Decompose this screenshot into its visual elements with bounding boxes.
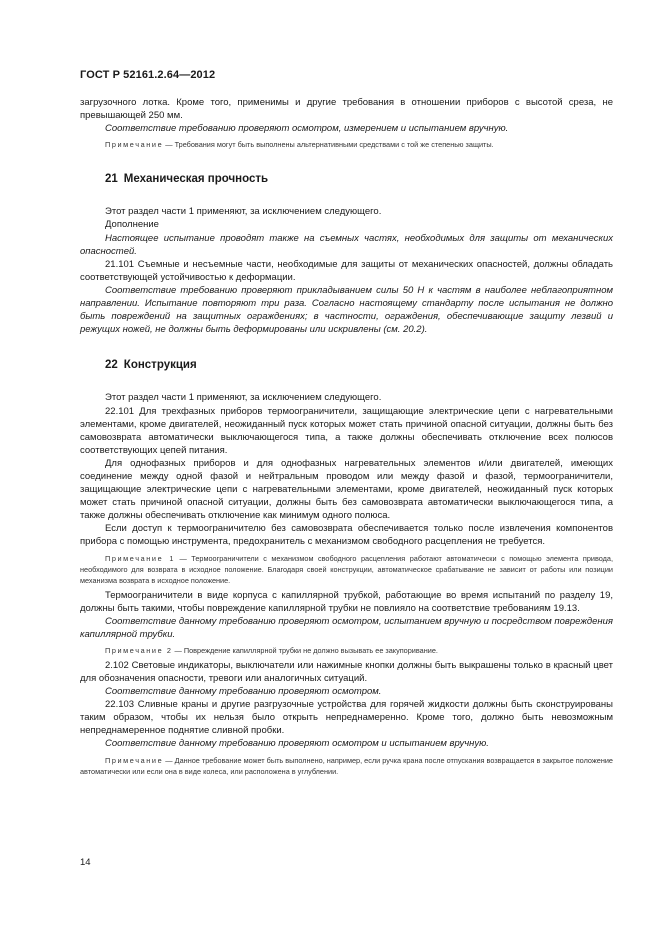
clause-22-103: 22.103 Сливные краны и другие разгрузочные устройства для горячей жидкости должны быть сконструированы таким образом, чтобы их нельзя было открыть непреднамеренно. Кроме того, должно быть невозможным непреднамеренное поднятие сливной пробки. — [80, 699, 613, 737]
clause-22-101: 22.101 Для трехфазных приборов термоограничители, защищающие электрические цепи с нагревательными элементами, кроме двигателей, неожиданный пуск которых может стать причиной опасной ситуации, должны быть без самовозврата автоматически выключающегося типа, а также должны обеспечивать отключение всех полюсов соответствующих цепей питания. — [80, 405, 613, 456]
note-label: Примечание 1 — [105, 553, 175, 563]
paragraph: Настоящее испытание проводят также на съемных частях, необходимых для защиты от механических опасностей. — [80, 232, 613, 257]
clause-22-102: 2.102 Световые индикаторы, выключатели или нажимные кнопки должны быть выкрашены только в красный цвет для обозначения опасности, тревоги или аналогичных ситуаций. — [80, 659, 613, 684]
note-text: — Повреждение капиллярной трубки не должно вызывать ее закупоривание. — [172, 645, 438, 655]
paragraph: загрузочного лотка. Кроме того, применимы и другие требования в отношении приборов с высотой среза, не превышающей 250 мм. — [80, 97, 613, 122]
paragraph: Дополнение — [105, 219, 159, 231]
note — [80, 139, 613, 150]
compliance-paragraph: Соответствие данному требованию проверяют осмотром и испытанием вручную. — [105, 738, 489, 750]
note-label: Примечание — [105, 140, 164, 150]
section-heading-21 — [105, 173, 613, 186]
paragraph: Если доступ к термоограничителю без самовозврата обеспечивается только после извлечения компонентов прибора с помощью инструмента, предохранитель с механизмом свободного расцепления не требуется. — [80, 523, 613, 548]
note-3 — [80, 755, 613, 777]
section-title: Механическая прочность — [123, 173, 269, 186]
page-number: 14 — [80, 857, 91, 868]
compliance-paragraph: Соответствие требованию проверяют осмотром, измерением и испытанием вручную. — [105, 123, 509, 135]
paragraph: Этот раздел части 1 применяют, за исключением следующего. — [105, 206, 382, 218]
compliance-paragraph: Соответствие данному требованию проверяют осмотром, испытанием вручную и посредством повреждения капиллярной трубки. — [80, 615, 613, 640]
note-2 — [80, 645, 613, 656]
section-title: Конструкция — [123, 359, 197, 372]
section-heading-22 — [105, 359, 613, 372]
note-text: — Требования могут быть выполнены альтернативными средствами с той же степенью защиты. — [163, 140, 494, 150]
page-content — [80, 96, 613, 780]
note-text: — Термоограничители с механизмом свободного расцепления работают автоматически с помощью элемента привода, необходимого для возврата в исходное положение. Благодаря своей конструкции, автоматическое срабатывание не зависит от работы или позиции механизма возврата в исходное положение. — [80, 553, 613, 585]
section-number: 22 — [105, 359, 118, 372]
clause-21-101: 21.101 Съемные и несъемные части, необходимые для защиты от механических опасностей, должны обладать соответствующей устойчивостью к деформации. — [80, 258, 613, 283]
paragraph: Термоограничители в виде корпуса с капиллярной трубкой, работающие во время испытаний по разделу 19, должны быть такими, чтобы повреждение капиллярной трубки не повлияло на соответствие требованиям 19.13. — [80, 589, 613, 614]
section-number: 21 — [105, 173, 118, 186]
note-1 — [80, 553, 613, 586]
note-text: — Данное требование может быть выполнено, например, если ручка крана после отпускания возвращается в закрытое положение автоматически или если она в виде колеса, или расположена в углублении. — [80, 755, 613, 776]
note-label: Примечание 2 — [105, 645, 173, 655]
compliance-paragraph: Соответствие требованию проверяют прикладыванием силы 50 Н к частям в наиболее неблагоприятном направлении. Испытание повторяют три раза. Согласно настоящему стандарту после испытания не должно быть повреждений на защитных ограждениях; в частности, ограждения, обеспечивающие защиту лезвий и режущих ножей, не должны быть деформированы или искривлены (см. 20.2). — [80, 284, 613, 336]
note-label: Примечание — [105, 755, 164, 765]
paragraph: Этот раздел части 1 применяют, за исключением следующего. — [105, 392, 382, 404]
compliance-paragraph: Соответствие данному требованию проверяют осмотром. — [105, 686, 382, 698]
paragraph: Для однофазных приборов и для однофазных нагревательных элементов и/или двигателей, имеющих соединение между одной фазой и нейтральным проводом или между фазой и фазой, термоограничители, защищающие электрические цепи с нагревательными элементами, кроме двигателей, неожиданный пуск которых может стать причиной опасной ситуации, должны быть без самовозврата автоматически выключающегося типа, а также должны обеспечивать отключение как минимум одного полюса. — [80, 457, 613, 522]
document-header: ГОСТ Р 52161.2.64—2012 — [80, 69, 216, 81]
